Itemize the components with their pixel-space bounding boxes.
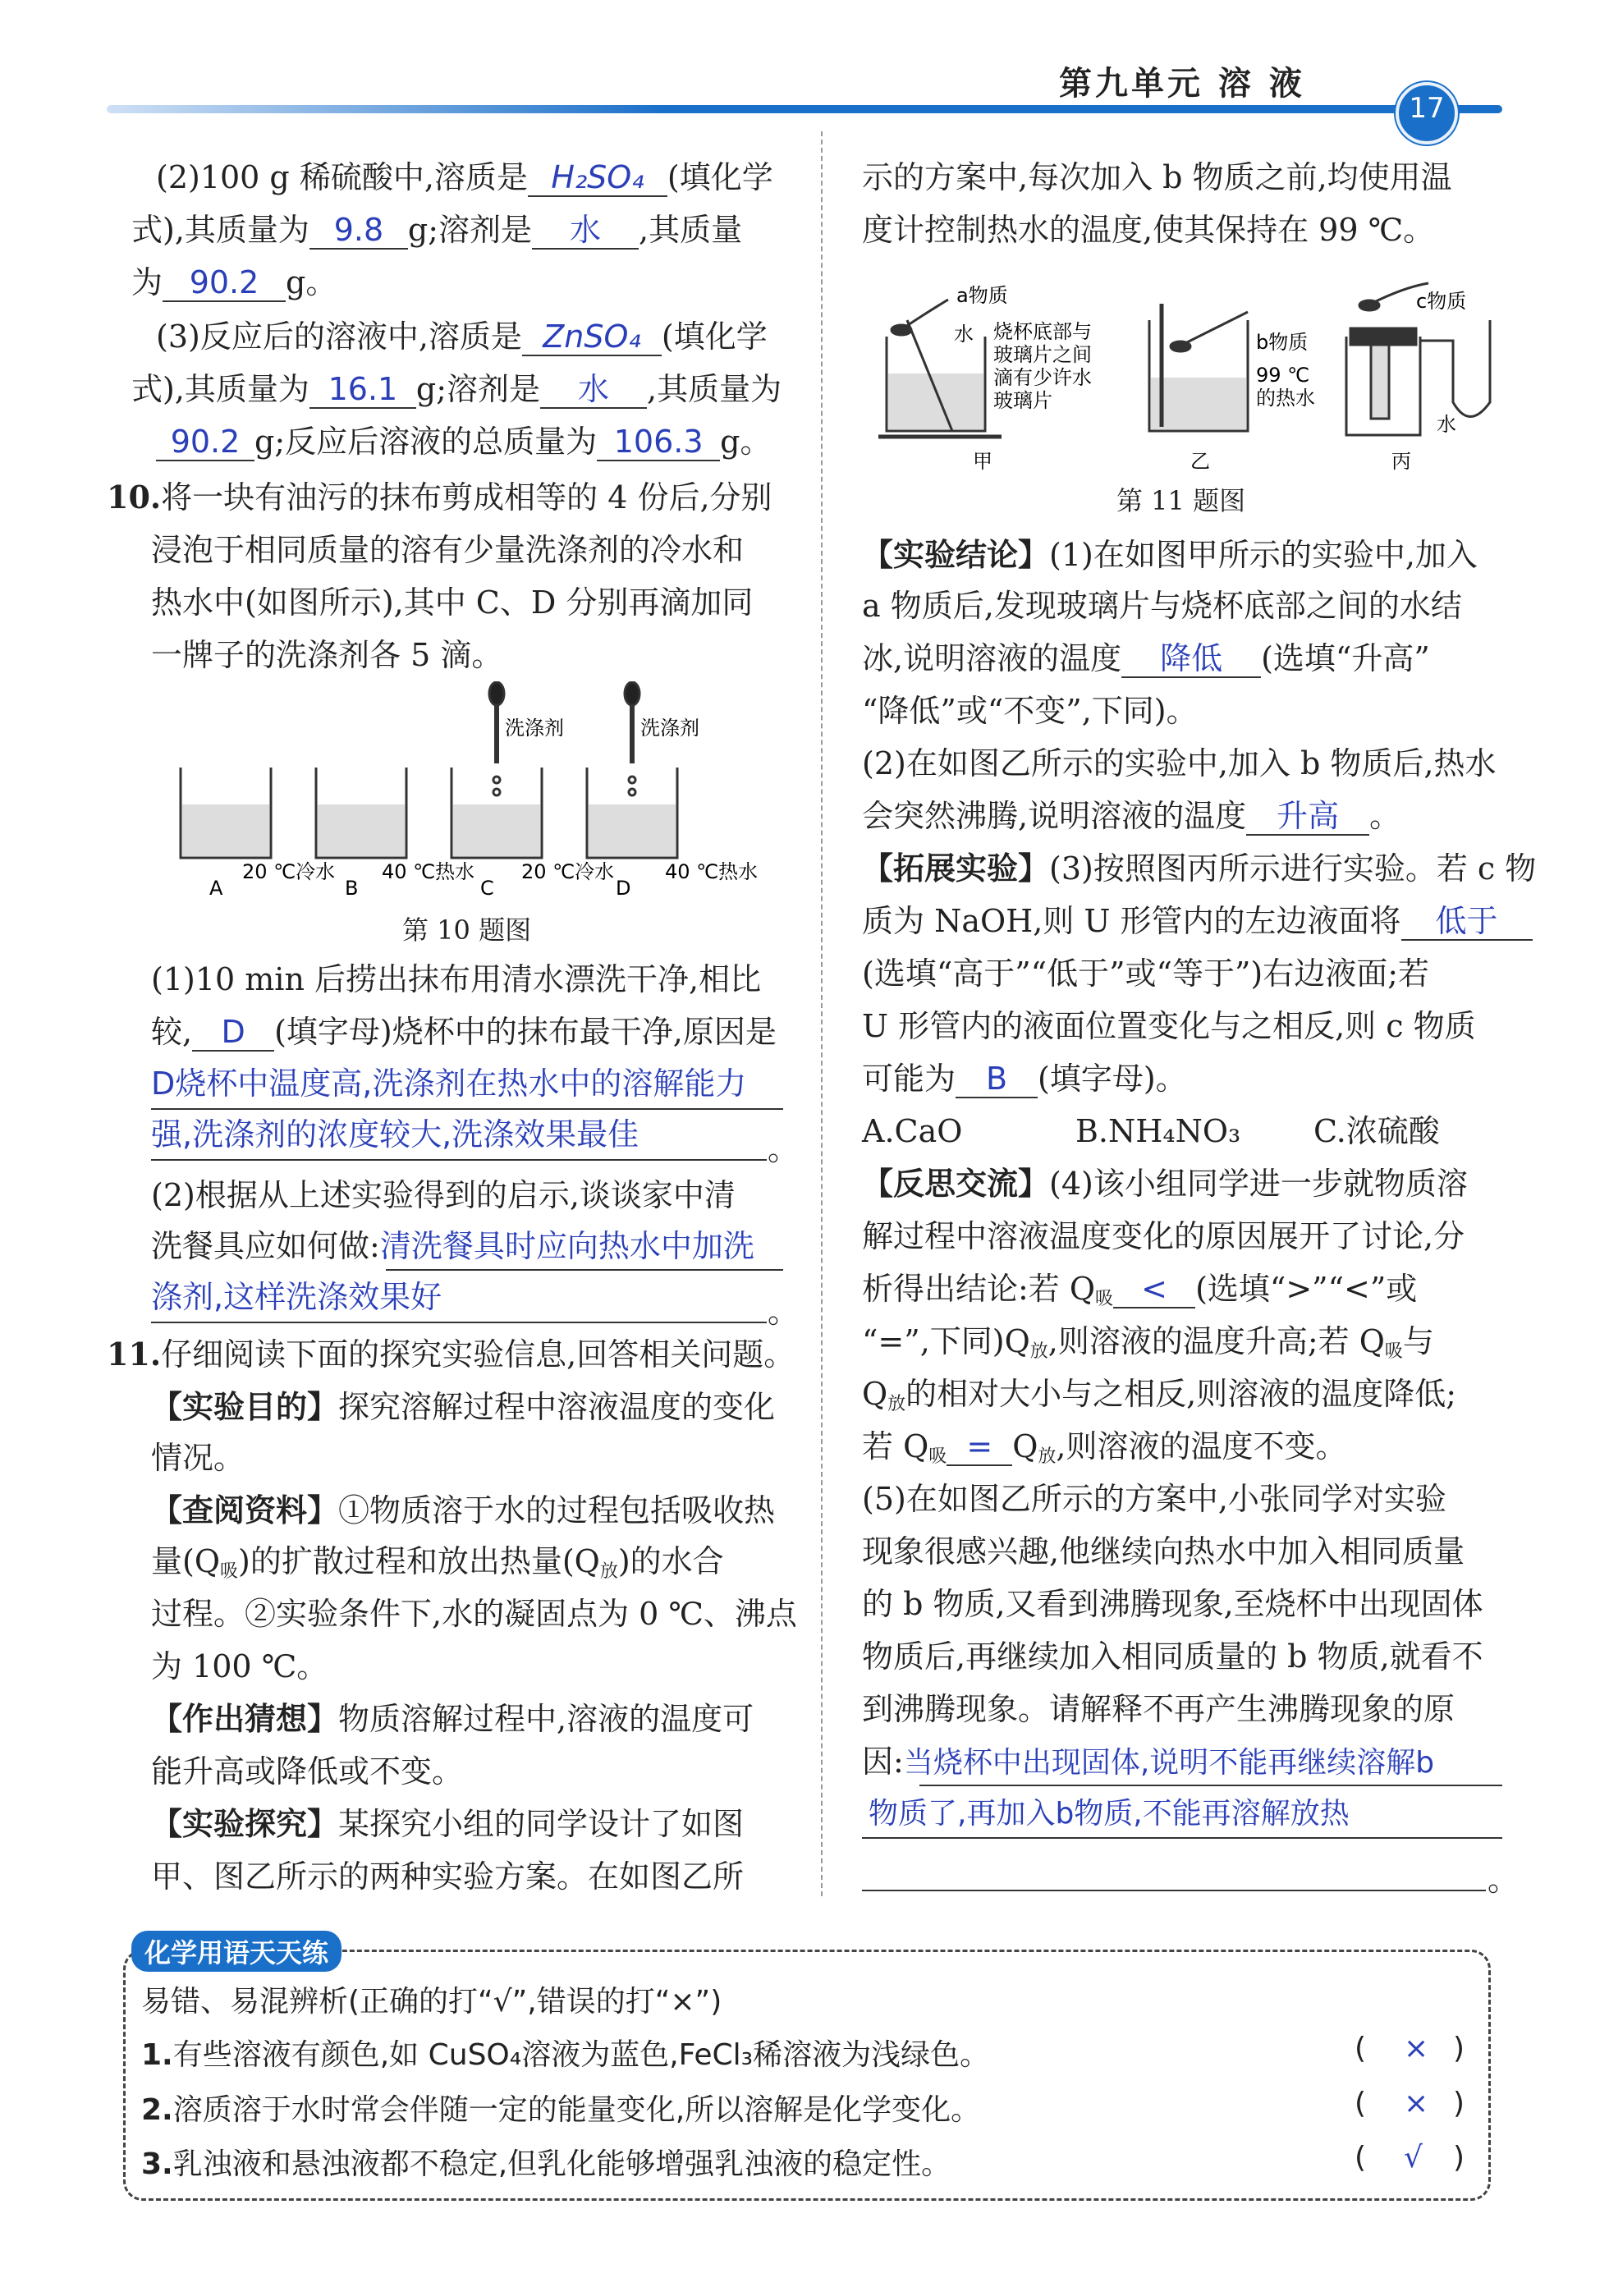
beaker-jia-liquid	[888, 374, 983, 429]
unit-title: 第九单元 溶 液	[1059, 64, 1305, 103]
q10-line1: 10.将一块有油污的抹布剪成相等的 4 份后,分别	[107, 479, 772, 516]
fig10-label-a: A	[209, 877, 223, 900]
fig11-hot1: 99 ℃	[1256, 364, 1310, 387]
q9-3-line2: 式),其质量为 16.1 g;溶剂是 水 ,其质量为	[131, 371, 782, 407]
fig11-jia: 甲	[973, 450, 992, 473]
q11-c6: 会突然沸腾,说明溶液的温度 升高 。	[862, 798, 1401, 834]
q11-r4: “=”,下同)$Q_放$,则溶液的温度升高;若 $Q_吸$与	[862, 1323, 1434, 1362]
q9-3-line1: (3)反应后的溶液中,溶质是 ZnSO₄ (填化学	[156, 319, 768, 355]
q11-c3-answer: 降低	[1121, 640, 1261, 678]
practice-answer-3: √	[1404, 2141, 1423, 2175]
beaker-b-liquid	[318, 804, 405, 856]
beaker-d-liquid	[589, 804, 676, 856]
fig11-yi: 乙	[1190, 450, 1210, 473]
fig11-note2: 玻璃片之间	[993, 343, 1092, 366]
spoon-a-bowl	[892, 325, 911, 335]
fig11-note4: 玻璃片	[993, 389, 1052, 412]
q11-r12-answer: 当烧杯中出现固体,说明不能再继续溶解b	[903, 1746, 1435, 1780]
q11-r14-end: 。	[1488, 1862, 1520, 1898]
q11-c2: a 物质后,发现玻璃片与烧杯底部之间的水结	[862, 588, 1462, 624]
q10-figure	[164, 681, 788, 903]
spoon-b	[1182, 312, 1248, 345]
q11-e4: U 形管内的液面位置变化与之相反,则 c 物质	[862, 1008, 1476, 1044]
q11-reflection: 【反思交流】(4)该小组同学进一步就物质溶	[862, 1166, 1468, 1202]
practice-box-title: 化学用语天天练	[131, 1931, 342, 1972]
option-a: A.CaO	[862, 1113, 963, 1149]
practice-answer-1: ×	[1404, 2032, 1429, 2065]
q9-3-solvent-mass-answer: 90.2	[156, 424, 254, 461]
q11-r13-underline	[862, 1837, 1502, 1839]
header-rule	[107, 105, 1502, 113]
practice-answer-2: ×	[1404, 2087, 1429, 2120]
fig11-hot2: 的热水	[1256, 387, 1315, 410]
fig10-temp-d: 40 ℃热水	[665, 860, 759, 883]
column-divider	[821, 131, 823, 1896]
beaker-a-liquid	[182, 804, 269, 856]
q11-e2-answer: 低于	[1401, 903, 1533, 941]
fig10-temp-b: 40 ℃热水	[382, 860, 475, 883]
q9-3-solute-answer: ZnSO₄	[522, 319, 662, 356]
q10-p2-answer2: 涤剂,这样洗涤效果好	[151, 1279, 442, 1315]
q9-3-solvent-answer: 水	[540, 371, 647, 409]
q11-r13-answer: 物质了,再加入b物质,不能再溶解放热	[869, 1797, 1350, 1831]
fig10-detergent-c: 洗涤剂	[505, 717, 564, 740]
q10-p2-end: 。	[768, 1294, 800, 1330]
q10-reason-end: 。	[768, 1131, 800, 1167]
q10-p1-answer: D	[192, 1014, 274, 1052]
beaker-c-liquid	[453, 804, 540, 856]
q11-e3: (选填“高于”“低于”或“等于”)右边液面;若	[862, 956, 1430, 992]
fig10-temp-c: 20 ℃冷水	[521, 860, 615, 883]
q11-r7: (5)在如图乙所示的方案中,小张同学对实验	[862, 1481, 1446, 1517]
q10-p2-line2: 洗餐具应如何做:清洗餐具时应向热水中加洗	[151, 1228, 754, 1264]
fig11-note1: 烧杯底部与	[993, 320, 1092, 343]
q11-r12: 因:当烧杯中出现固体,说明不能再继续溶解b	[862, 1744, 1435, 1780]
q11-r12-underline	[919, 1785, 1502, 1786]
q11-c5: (2)在如图乙所示的实验中,加入 b 物质后,热水	[862, 745, 1497, 781]
fig10-label-c: C	[480, 877, 494, 900]
q10-p2-line1: (2)根据从上述实验得到的启示,谈谈家中清	[151, 1177, 736, 1213]
q9-3-total-answer: 106.3	[597, 424, 720, 461]
q9-2-solvent-mass-answer: 90.2	[163, 264, 286, 302]
fig10-temp-a: 20 ℃冷水	[242, 860, 336, 883]
beaker-yi-liquid	[1151, 378, 1246, 429]
q10-caption: 第 10 题图	[402, 914, 532, 946]
q10-reason-line2: 强,洗涤剂的浓度较大,洗涤效果最佳	[151, 1116, 639, 1153]
q11-ref-line2: 量$(Q_吸)$的扩散过程和放出热量$(Q_放)$的水合	[151, 1543, 724, 1582]
fig10-label-d: D	[616, 877, 631, 900]
option-b: B.NH₄NO₃	[1075, 1113, 1241, 1149]
fig10-label-b: B	[345, 877, 359, 900]
q11-r8: 现象很感兴趣,他继续向热水中加入相同质量	[862, 1533, 1465, 1570]
q10-line2: 浸泡于相同质量的溶有少量洗涤剂的冷水和	[151, 532, 745, 568]
q11-r5: $Q_放$的相对大小与之相反,则溶液的温度降低;	[862, 1376, 1457, 1414]
q10-p1-line2: 较, D (填字母)烧杯中的抹布最干净,原因是	[151, 1014, 777, 1050]
fig11-water: 水	[954, 323, 974, 346]
q10-p2-answer1: 清洗餐具时应向热水中加洗	[379, 1228, 754, 1264]
q9-3-line3: 90.2 g;反应后溶液的总质量为 106.3 g。	[156, 419, 771, 465]
spoon-a	[903, 300, 948, 328]
fig10-detergent-d: 洗涤剂	[640, 717, 699, 740]
q11-e5-answer: B	[956, 1061, 1038, 1098]
q11-r9: 的 b 物质,又看到沸腾现象,至烧杯中出现固体	[862, 1586, 1483, 1622]
q11-hyp: 【作出猜想】物质溶解过程中,溶液的温度可	[151, 1701, 754, 1737]
q11-caption: 第 11 题图	[1116, 485, 1246, 516]
q9-2-mass-answer: 9.8	[309, 212, 408, 250]
test-tube	[1371, 345, 1389, 419]
q11-r3-answer: <	[1113, 1271, 1195, 1308]
q11-r11: 到沸腾现象。请解释不再产生沸腾现象的原	[862, 1691, 1455, 1727]
stopper	[1350, 328, 1416, 345]
spoon-b-bowl	[1171, 341, 1190, 351]
q11-ref-line3: 过程。②实验条件下,水的凝固点为 0 ℃、沸点	[151, 1596, 797, 1632]
q11-c4: “降低”或“不变”,下同)。	[862, 693, 1198, 729]
drop-d1	[629, 777, 635, 783]
fig11-a-label: a物质	[956, 284, 1008, 307]
fig11-note3: 滴有少许水	[993, 366, 1092, 389]
q11-line1: 11.仔细阅读下面的探究实验信息,回答相关问题。	[107, 1336, 795, 1373]
right-cont-line1: 示的方案中,每次加入 b 物质之前,均使用温	[862, 159, 1452, 195]
q11-exp: 【实验探究】某探究小组的同学设计了如图	[151, 1806, 745, 1842]
dropper-c-bulb	[489, 682, 504, 705]
drop-c1	[493, 777, 500, 783]
q11-hyp-line2: 能升高或降低或不变。	[151, 1753, 464, 1790]
q10-line4: 一牌子的洗涤剂各 5 滴。	[151, 637, 503, 673]
q11-r6: 若 $Q_吸 = Q_放$,则溶液的温度不变。	[862, 1428, 1347, 1467]
fig11-b-label: b物质	[1256, 331, 1309, 354]
q9-2-solvent-answer: 水	[532, 212, 639, 250]
fig11-water2: 水	[1437, 413, 1456, 436]
right-cont-line2: 度计控制热水的温度,使其保持在 99 ℃。	[862, 212, 1435, 248]
q9-2-line3: 为 90.2 g。	[131, 264, 337, 300]
q10-p1-line1: (1)10 min 后捞出抹布用清水漂洗干净,相比	[151, 961, 762, 997]
q11-e5: 可能为 B (填字母)。	[862, 1061, 1187, 1097]
q10-p2-underline2	[151, 1322, 767, 1323]
q10-reason-underline1	[151, 1108, 783, 1110]
q11-aim-line2: 情况。	[151, 1440, 245, 1476]
fig11-c-label: c物质	[1416, 290, 1467, 313]
dropper-d-bulb	[625, 682, 639, 705]
q10-reason-line1: D烧杯中温度高,洗涤剂在热水中的溶解能力	[151, 1066, 747, 1102]
q11-extension: 【拓展实验】(3)按照图丙所示进行实验。若 c 物	[862, 850, 1537, 887]
q9-3-mass-answer: 16.1	[309, 371, 416, 409]
q11-r6-answer: =	[947, 1428, 1012, 1466]
q11-c3: 冰,说明溶液的温度 降低 (选填“升高”	[862, 640, 1430, 676]
q11-exp-line2: 甲、图乙所示的两种实验方案。在如图乙所	[151, 1858, 745, 1895]
q9-2-line2: 式),其质量为 9.8 g;溶剂是 水 ,其质量	[131, 212, 743, 248]
option-c: C.浓硫酸	[1313, 1113, 1440, 1149]
q11-e2: 质为 NaOH,则 U 形管内的左边液面将 低于	[862, 898, 1533, 944]
q10-p2-underline1	[386, 1269, 783, 1271]
q11-aim: 【实验目的】探究溶解过程中溶液温度的变化	[151, 1389, 776, 1425]
q11-r3: 析得出结论:若 $Q_吸$ < (选填“>”“<”或	[862, 1271, 1418, 1309]
q11-r2: 解过程中溶液温度变化的原因展开了讨论,分	[862, 1218, 1465, 1254]
drop-c2	[493, 789, 500, 795]
q9-2-line1: (2)100 g 稀硫酸中,溶质是 H₂SO₄ (填化学	[156, 159, 773, 195]
q9-2-solute-answer: H₂SO₄	[528, 159, 667, 197]
q11-r14-underline	[862, 1890, 1486, 1891]
drop-d2	[629, 789, 635, 795]
page-number: 17	[1409, 92, 1445, 125]
q10-reason-underline2	[151, 1159, 767, 1161]
fig11-bing: 丙	[1391, 450, 1411, 473]
q11-ref: 【查阅资料】①物质溶于水的过程包括吸收热	[151, 1492, 776, 1528]
practice-intro: 易错、易混辨析(正确的打“√”,错误的打“×”)	[141, 1985, 722, 2019]
u-tube	[1420, 320, 1490, 417]
spoon-c-bowl	[1359, 300, 1379, 310]
q10-line3: 热水中(如图所示),其中 C、D 分别再滴加同	[151, 584, 754, 621]
q11-ref-line4: 为 100 ℃。	[151, 1648, 328, 1684]
q11-c6-answer: 升高	[1246, 798, 1369, 836]
q11-r10: 物质后,再继续加入相同质量的 b 物质,就看不	[862, 1638, 1483, 1675]
q11-conclusion: 【实验结论】(1)在如图甲所示的实验中,加入	[862, 537, 1478, 573]
q11-figure	[878, 279, 1535, 476]
